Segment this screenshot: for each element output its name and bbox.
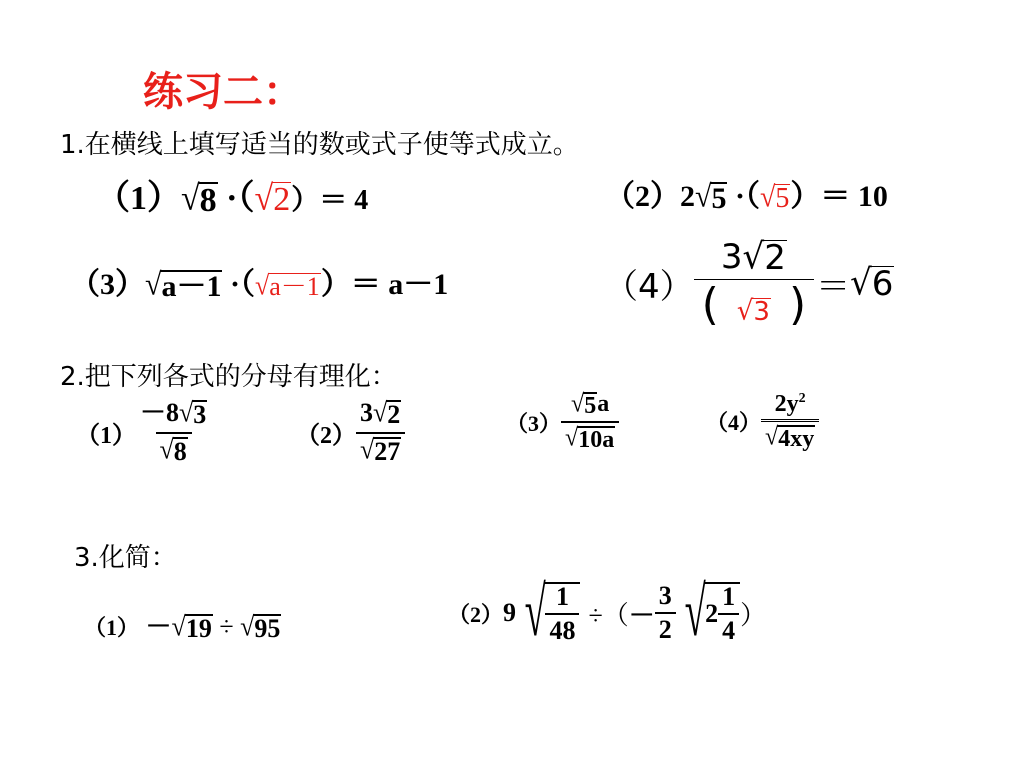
radical: √ 2	[742, 235, 786, 278]
problem-3-1	[84, 606, 281, 643]
radical: √ a－1	[145, 267, 222, 303]
fraction	[761, 392, 819, 451]
problem-label: （2）	[448, 601, 504, 627]
radical: √ 8	[181, 178, 217, 219]
problem-3-2	[448, 574, 767, 651]
radical: √ 5	[695, 179, 727, 215]
problem-2-3	[506, 392, 619, 453]
radical: √ 27	[360, 433, 401, 466]
numerator-coefficient: 3	[360, 398, 373, 427]
problem-2-4	[706, 392, 819, 451]
problem-label: （3）	[506, 410, 562, 436]
numerator-variable: a	[597, 391, 610, 417]
fraction	[136, 397, 211, 466]
equals-result: ）＝ 4	[291, 185, 369, 216]
page-title: 练习二：	[143, 69, 303, 115]
problem-label: （2）	[296, 423, 356, 450]
problem-label: （4）	[604, 266, 694, 307]
fraction	[356, 397, 405, 466]
paren-close: ）	[740, 600, 767, 630]
mixed-whole: 2	[705, 598, 719, 628]
paren-close: )	[788, 278, 807, 330]
section3-heading: 3.化简：	[74, 543, 177, 573]
radical: √ 4xy	[765, 423, 815, 452]
dot-open: ·（	[226, 180, 255, 217]
numerator-base: 2y	[774, 391, 799, 417]
radical: √ $\frac{1}{48}$	[516, 578, 580, 648]
fraction	[694, 235, 814, 330]
problem-label: （2）	[605, 180, 680, 213]
problem-2-1	[76, 397, 211, 466]
problem-label: （1）	[84, 615, 140, 640]
equals-sign: ＝	[816, 266, 851, 307]
fraction	[561, 392, 619, 453]
section1-heading: 1.在横线上填写适当的数或式子使等式成立。	[60, 130, 579, 160]
equals-result: ）＝ a－1	[320, 268, 449, 301]
radical: √ 19	[171, 611, 212, 643]
dot-open: ·（	[734, 180, 760, 213]
radical: √ 10a	[565, 424, 615, 454]
equals-result: ）＝ 10	[790, 180, 888, 213]
divide-sign: ÷	[219, 612, 234, 641]
problem-label: （4）	[706, 410, 762, 436]
exponent: 2	[798, 391, 806, 406]
problem-1-2	[605, 179, 888, 215]
minus-sign: －	[145, 612, 172, 641]
divide-open: ÷（	[588, 600, 629, 630]
radical: √ 6	[850, 261, 894, 304]
problem-label: （3）	[70, 268, 145, 301]
fraction: $\frac{1}{48}$	[545, 584, 579, 644]
radical: √ 3	[179, 397, 207, 429]
problem-label: （1）	[76, 423, 136, 450]
radical: √ 95	[240, 611, 281, 643]
radical: √ 5	[571, 390, 597, 419]
paren-open: (	[701, 278, 719, 330]
problem-2-2	[296, 397, 405, 466]
problem-1-3	[70, 267, 449, 303]
problem-label: （1）	[96, 180, 181, 217]
problem-1-4	[604, 235, 894, 330]
answer-blank: √ 2	[254, 179, 291, 218]
numerator-coefficient: 3	[720, 237, 743, 277]
coefficient: 2	[680, 180, 695, 213]
fraction: $\frac{3}{2}$	[655, 583, 676, 643]
coefficient: 9	[503, 598, 517, 627]
radical: √ 8	[159, 433, 187, 466]
section2-heading: 2.把下列各式的分母有理化：	[60, 362, 397, 392]
dot-open: ·（	[229, 268, 255, 301]
fraction: $\frac{1}{4}$	[718, 584, 739, 644]
numerator-prefix: －8	[140, 398, 180, 427]
answer-blank: √ a－1	[254, 270, 320, 301]
problem-1-1	[96, 178, 369, 219]
answer-blank: √ 5	[759, 181, 790, 214]
answer-blank: √ 3	[736, 294, 770, 327]
radical: √ 2	[373, 397, 401, 429]
radical: √ 2 $\frac{1}{4}$	[676, 578, 740, 648]
minus-sign: －	[628, 600, 655, 630]
